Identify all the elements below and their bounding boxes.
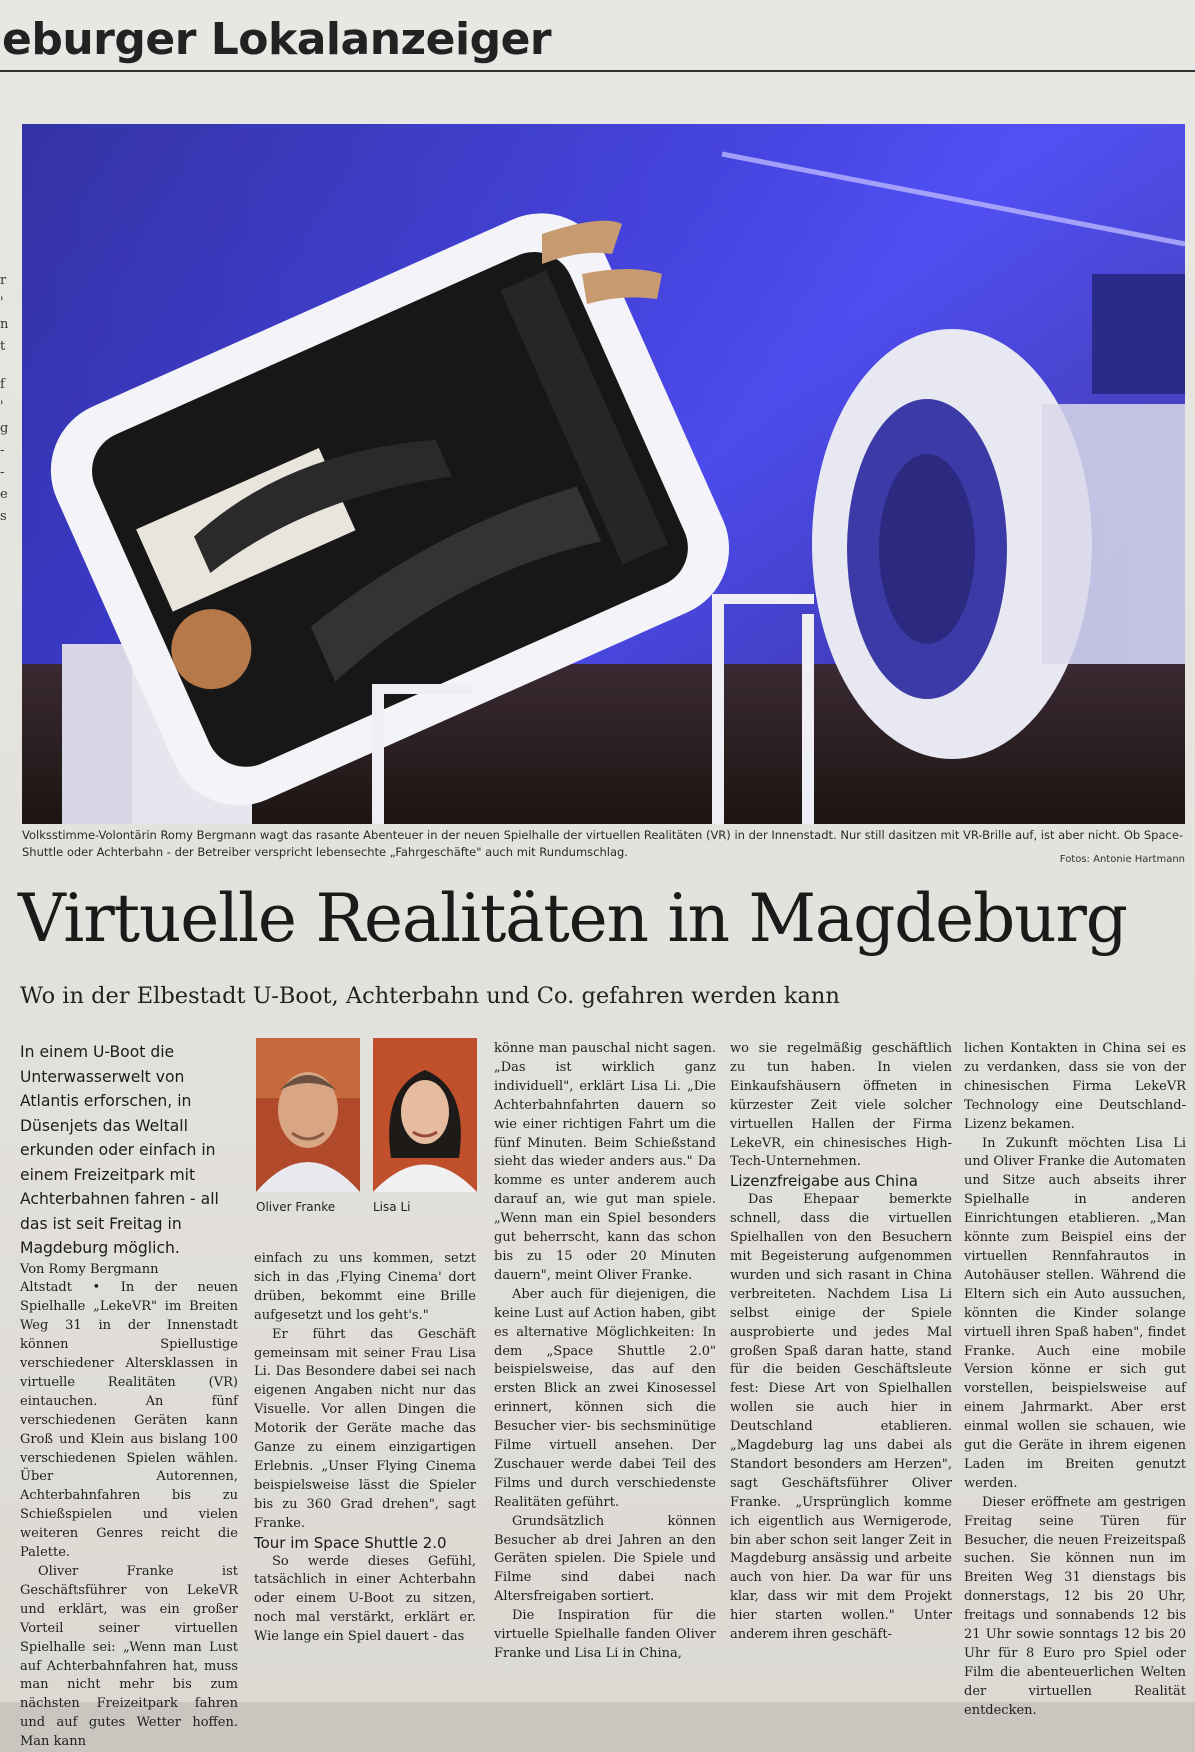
paragraph: Die Inspiration für die virtuelle Spielhalle fanden Oliver Franke und Lisa Li in China, xyxy=(494,1608,716,1661)
paragraph: könne man pauschal nicht sagen. „Das ist wirklich ganz individuell", erklärt Lisa Li. „Die Achterbahnfahrten dauern so wie einer richtigen Fahrt um die fünf Minuten. Beim Schießstand sieht das wieder anders aus." Da komme es unter anderem auch darauf an, wie gut man spiele. „Wenn man ein Spiel besonders gut beherrscht, kann das schon bis zu 15 oder 20 Minuten dauern", meint Oliver Franke. xyxy=(494,1041,716,1283)
section-heading: Tour im Space Shuttle 2.0 xyxy=(254,1533,447,1552)
fragment-char: - xyxy=(0,443,5,458)
portrait-lisa-li xyxy=(373,1038,477,1192)
photo-credit: Fotos: Antonie Hartmann xyxy=(1059,854,1185,865)
masthead-title: eburger Lokalanzeiger xyxy=(2,14,552,65)
article-column-3 xyxy=(494,1040,716,1664)
fragment-char: f xyxy=(0,377,5,392)
portrait-label: Oliver Franke xyxy=(256,1200,336,1214)
fragment-char: g xyxy=(0,421,9,436)
paragraph: In Zukunft möchten Lisa Li und Oliver Franke die Automaten und Sitze auch abseits ihrer Spielhalle in anderen Einrichtungen etablieren. „Man könnte zum Beispiel eins der virtuellen Rennfahrautos in Autohäuser stellen. Während die Eltern sich ein Auto aussuchen, könnten die Kinder solange virtuell ihren Spaß haben", findet Franke. Auch eine mobile Version könne er sich gut vorstellen, beispielsweise auf einem Jahrmarkt. Aber erst einmal wollen sie schauen, wie gut die Geräte in ihrem eigenen Laden im Breiten genutzt werden. xyxy=(964,1135,1186,1491)
paragraph: Dieser eröffnete am gestrigen Freitag seine Türen für Besucher, die neuen Freizeitspaß suchen. Sie können nun im Breiten Weg 31 dienstags bis donnerstags, 12 bis 20 Uhr, freitags und sonnabends 12 bis 21 Uhr sowie sonntags 12 bis 20 Uhr für 8 Euro pro Spiel oder Film die abenteuerlichen Welten der virtuellen Realität entdecken. xyxy=(964,1494,1186,1718)
paragraph: So werde dieses Gefühl, tatsächlich in einer Achterbahn oder einem U-Boot zu sitzen, noch mal verstärkt, erklärt er. Wie lange ein Spiel dauert - das xyxy=(254,1553,476,1645)
portrait-woman-icon xyxy=(373,1038,477,1192)
paragraph: Das Ehepaar bemerkte schnell, dass die virtuellen Spielhallen von den Besuchern mit Begeisterung aufgenommen wurden und sich rasant in China verbreiteten. Nachdem Lisa Li selbst einige der Spiele ausprobierte und jedes Mal großen Spaß daran hatte, stand für die beiden Geschäftsleute fest: Diese Art von Spielhallen wollen sie auch hier in Deutschland etablieren. „Magdeburg lag uns dabei als Standort besonders am Herzen", sagt Geschäftsführer Oliver Franke. „Ursprünglich komme ich eigentlich aus Wernigerode, bin aber schon seit langer Zeit in Magdeburg ansässig und arbeite auch von hier. Da war für uns klar, dass wir mit dem Projekt hier starten wollen." Unter anderem ihren geschäft- xyxy=(730,1192,952,1643)
paragraph: Aber auch für diejenigen, die keine Lust auf Action haben, gibt es alternative Möglichkeiten: In dem „Space Shuttle 2.0" beispielsweise, das auf den ersten Blick an zwei Kinosessel erinnert, können sich die Besucher vier- bis sechsminütige Filme virtuell ansehen. Der Zuschauer werde dabei Teil des Films und durch verschiedenste Realitäten geführt. xyxy=(494,1286,716,1510)
portrait-label: Lisa Li xyxy=(373,1200,411,1214)
paragraph: wo sie regelmäßig geschäftlich zu tun haben. In vielen Einkaufshäusern öffneten in kürzester Zeit viele solcher virtuellen Hallen der Firma LekeVR, ein chinesisches High-Tech-Unternehmen. xyxy=(730,1041,952,1170)
paragraph: einfach zu uns kommen, setzt sich in das ‚Flying Cinema' dort drüben, bekommt eine Brille aufgesetzt und los geht's." xyxy=(254,1251,476,1323)
paragraph: Oliver Franke ist Geschäftsführer von LekeVR und erklärt, was ein großer Vorteil seiner virtuellen Spielhalle sei: „Wenn man Lust auf Achterbahnfahren hat, muss man nicht mehr bis zum nächsten Freizeitpark fahren und auf gutes Wetter hoffen. Man kann xyxy=(20,1564,238,1750)
paragraph: Grundsätzlich können Besucher ab drei Jahren an den Geräten spielen. Die Spiele und Filme sind dabei nach Altersfreigaben sortiert. xyxy=(494,1513,716,1605)
masthead xyxy=(0,8,1195,72)
portrait-oliver-franke xyxy=(256,1038,360,1192)
article-column-5 xyxy=(964,1040,1186,1721)
fragment-char: t xyxy=(0,339,6,354)
photo-caption: Volksstimme-Volontärin Romy Bergmann wagt das rasante Abenteuer in der neuen Spielhalle der virtuellen Realitäten (VR) in der Innenstadt. Nur still dasitzen mit VR-Brille auf, ist aber nicht. Ob Space-Shuttle oder Achterbahn - der Betreiber verspricht lebensechte „Fahrgeschäfte" auch mit Rundumschlag. xyxy=(22,828,1184,859)
fragment-char: ' xyxy=(0,399,4,414)
paragraph: Er führt das Geschäft gemeinsam mit seiner Frau Lisa Li. Das Besondere dabei sei nach eigenen Angaben nicht nur das Visuelle. Vor allen Dingen die Motorik der Geräte mache das Ganze zu einem einzigartigen Erlebnis. „Unser Flying Cinema beispielsweise lässt die Spieler bis zu 360 Grad drehen", sagt Franke. xyxy=(254,1326,476,1531)
subheadline: Wo in der Elbestadt U-Boot, Achterbahn und Co. gefahren werden kann xyxy=(20,983,840,1009)
article-column-4 xyxy=(730,1040,952,1645)
fragment-char: n xyxy=(0,317,9,332)
fragment-char: s xyxy=(0,509,7,524)
article-column-2 xyxy=(254,1250,476,1647)
article-column-1 xyxy=(20,1040,238,1752)
article-intro: In einem U-Boot die Unterwasserwelt von Atlantis erforschen, in Düsenjets das Weltall erkunden oder einfach in einem Freizeitpark mit Achterbahnen fahren - all das ist seit Freitag in Magdeburg möglich. xyxy=(20,1043,219,1257)
adjacent-column-fragment xyxy=(0,120,16,640)
fragment-char: e xyxy=(0,487,8,502)
paragraph: Altstadt • In der neuen Spielhalle „LekeVR" im Breiten Weg 31 in der Innenstadt können Spiellustige verschiedener Altersklassen in virtuelle Realitäten (VR) eintauchen. An fünf verschiedenen Geräten kann Groß und Klein aus bislang 100 verschiedenen Spielen wählen. Über Autorennen, Achterbahnfahren bis zu Schießspielen und vielen weiteren Genres reicht die Palette. xyxy=(20,1280,238,1561)
fragment-char: ' xyxy=(0,295,4,310)
section-heading: Lizenzfreigabe aus China xyxy=(730,1172,918,1191)
paragraph: lichen Kontakten in China sei es zu verdanken, dass sie von der chinesischen Firma LekeVR Technology eine Deutschland-Lizenz bekamen. xyxy=(964,1041,1186,1132)
article-author: Von Romy Bergmann xyxy=(20,1261,159,1277)
photo-illustration xyxy=(22,124,1185,824)
vr-simulator-photo xyxy=(22,124,1185,824)
fragment-char: - xyxy=(0,465,5,480)
fragment-char: r xyxy=(0,273,7,288)
portrait-man-icon xyxy=(256,1038,360,1192)
headline: Virtuelle Realitäten in Magdeburg xyxy=(18,880,1127,957)
